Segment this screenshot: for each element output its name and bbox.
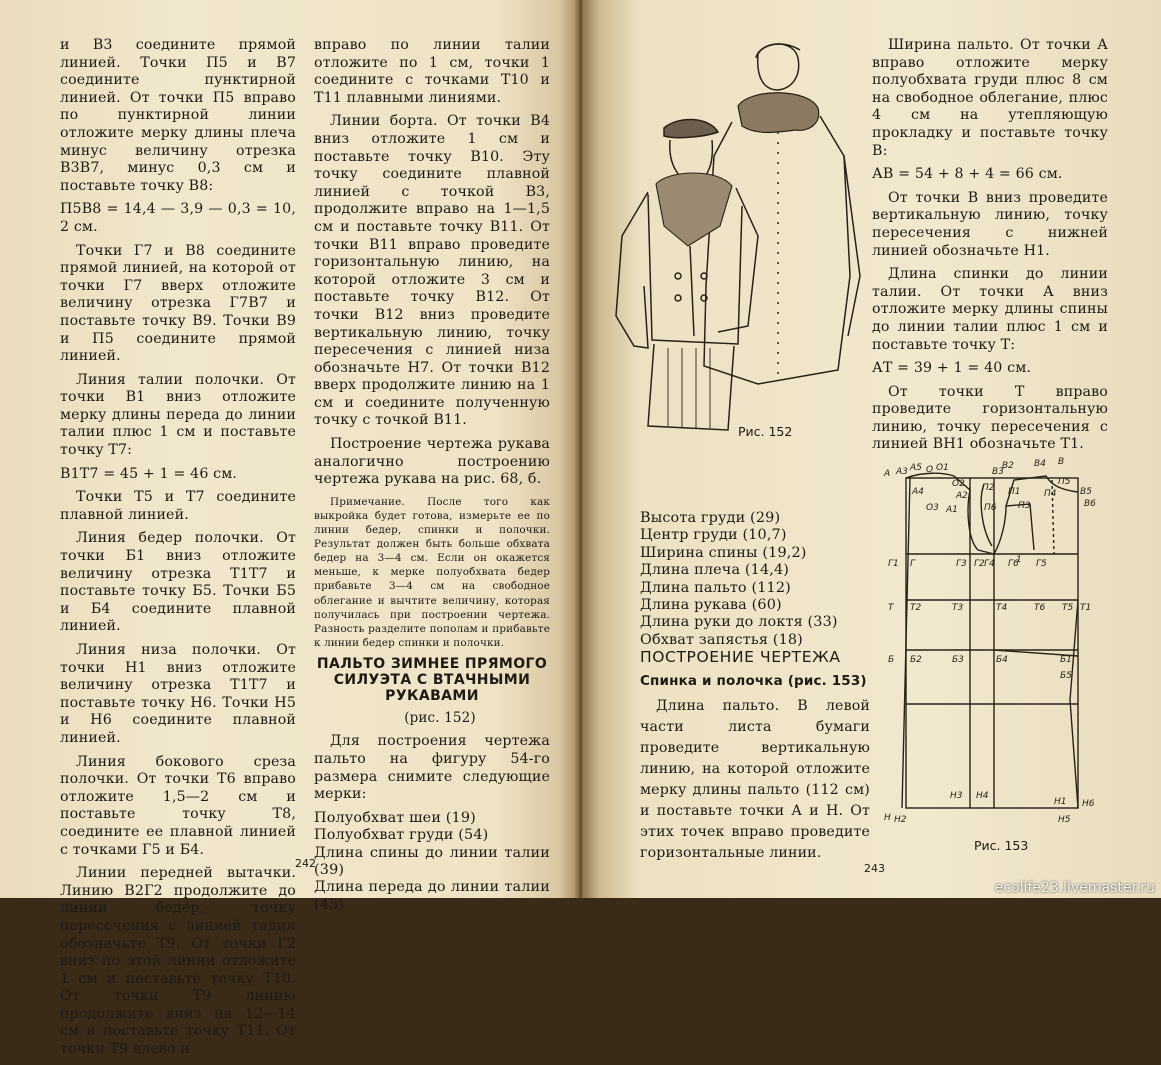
list-item: Ширина спины (19,2) xyxy=(640,544,807,561)
drawing-label: В xyxy=(1058,457,1065,467)
list-item: Высота груди (29) xyxy=(640,510,781,526)
drawing-label: Г1 xyxy=(888,559,899,569)
formula: В1Т7 = 45 + 1 = 46 см. xyxy=(60,465,238,482)
left-column-2 xyxy=(314,37,550,914)
drawing-label: Т3 xyxy=(952,603,964,613)
drawing-label: П4 xyxy=(1044,489,1057,499)
drawing-label: Н4 xyxy=(976,791,989,801)
drawing-label: Г3 xyxy=(956,559,967,569)
list-item: Полуобхват груди (54) xyxy=(314,827,489,844)
fashion-illustration xyxy=(608,36,870,436)
drawing-label: Т2 xyxy=(910,603,922,613)
drawing-label: А3 xyxy=(896,467,908,477)
formula: П5В8 = 14,4 — 3,9 — 0,3 = 10, 2 см. xyxy=(60,201,296,235)
figure-caption: Рис. 152 xyxy=(738,424,793,439)
drawing-label: В6 xyxy=(1084,499,1096,509)
drawing-label: Б xyxy=(888,655,895,665)
drawing-label: П3 xyxy=(1018,501,1031,511)
section-title: ПОСТРОЕНИЕ ЧЕРТЕЖА xyxy=(640,648,841,667)
section-heading: ПАЛЬТО ЗИМНЕЕ ПРЯМОГО СИЛУЭТА С ВТАЧНЫМИ РУКАВАМИ xyxy=(316,655,548,704)
drawing-label: П5 xyxy=(1058,477,1071,487)
left-column-1 xyxy=(60,37,296,1065)
paragraph: Линии передней вытачки. Линию В2Г2 продолжите до линии бедер, точку пересечения с линией талии обозначьте Т9. От точки Г2 вниз по этой линии отложите 1 см и поставьте точку Т10. От точки Т9 линию продолжите вниз на 12—14 см и поставьте точку Т11. От точки Т9 влево и xyxy=(60,865,296,1058)
paragraph: Построение чертежа рукава аналогично построению чертежа рукава на рис. 68, б. xyxy=(314,436,550,488)
drawing-label: А2 xyxy=(956,491,968,501)
paragraph: Линия талии полочки. От точки В1 вниз отложите мерку длины переда до линии талии плюс 1 см и поставьте точку Т7: xyxy=(60,371,296,459)
drawing-label: О xyxy=(926,465,934,475)
paragraph: От точки Т вправо проведите горизонтальную линию, точку пересечения с линией ВН1 обозначьте Т1. xyxy=(872,383,1108,453)
page-number: 242 xyxy=(295,857,316,870)
drawing-label: Н2 xyxy=(894,815,907,825)
paragraph: Ширина пальто. От точки А вправо отложите мерку полуобхвата груди плюс 8 см на свободное облегание, плюс 4 см на утепляющую прокладку и поставьте точку В: xyxy=(872,37,1108,159)
drawing-label: Т xyxy=(888,603,894,613)
drawing-label: П6 xyxy=(984,503,997,513)
drawing-label: О2 xyxy=(952,479,965,489)
drawing-label: П2 xyxy=(982,483,995,493)
paragraph: Линия низа полочки. От точки Н1 вниз отложите величину отрезка Т1Т7 и поставьте точку Н6. Точки Н5 и Н6 соедините плавной линией. xyxy=(60,642,296,746)
drawing-label: Н xyxy=(884,813,891,823)
watermark-text: ecolife23.livemaster.ru xyxy=(994,880,1155,896)
left-page xyxy=(0,0,582,1058)
drawing-label: Б5 xyxy=(1060,671,1072,681)
drawing-label: А xyxy=(884,469,891,479)
heading-figure-ref: (рис. 152) xyxy=(404,709,476,726)
drawing-label: Н1 xyxy=(1054,797,1067,807)
drawing-label: Т1 xyxy=(1080,603,1092,613)
paragraph: Для построения чертежа пальто на фигуру 54-го размера снимите следующие мерки: xyxy=(314,733,550,803)
drawing-label: Г6 xyxy=(1008,559,1019,569)
list-item: Длина спины до линии талии (39) xyxy=(314,844,550,879)
drawing-label: Б4 xyxy=(996,655,1008,665)
paragraph: вправо по линии талии отложите по 1 см, точки 1 соедините с точками Т10 и Т11 плавными линиями. xyxy=(314,37,550,106)
drawing-label: А4 xyxy=(912,487,924,497)
drawing-label: Т5 xyxy=(1062,603,1074,613)
figure-caption: Рис. 153 xyxy=(974,838,1029,853)
paragraph: Точки Т5 и Т7 соедините плавной линией. xyxy=(60,489,296,523)
drawing-label: Б3 xyxy=(952,655,964,665)
list-item: Обхват запястья (18) xyxy=(640,631,803,648)
paragraph: Линии борта. От точки В4 вниз отложите 1 см и поставьте точку В10. Эту точку соедините плавной линией с точкой В3, продолжите вправо на 1—1,5 см и поставьте точку В11. От точки В11 вправо проведите горизонтальную линию, на которой отложите 3 см и поставьте точку В12. От точки В12 вниз проведите вертикальную линию, точку пересечения с линией низа обозначьте Н7. От точки В12 вверх продолжите линию на 1 см и соедините полученную точку с точкой В11. xyxy=(314,113,550,429)
drawing-label: Н6 xyxy=(1082,799,1095,809)
drawing-label: Т6 xyxy=(1034,603,1046,613)
formula: АТ = 39 + 1 = 40 см. xyxy=(872,360,1032,377)
list-item: Полуобхват шеи (19) xyxy=(314,809,476,826)
drawing-label: Г4 xyxy=(984,559,995,569)
list-item: Длина руки до локтя (33) xyxy=(640,614,838,631)
drawing-label: В5 xyxy=(1080,487,1092,497)
formula: АВ = 54 + 8 + 4 = 66 см. xyxy=(872,166,1063,183)
list-item: Длина рукава (60) xyxy=(640,597,782,614)
drawing-label: В2 xyxy=(1002,461,1014,471)
measures-list xyxy=(640,510,870,649)
list-item: Длина переда до линии талии (45) xyxy=(314,879,550,913)
drawing-label: Г xyxy=(910,559,916,569)
list-item: Длина плеча (14,4) xyxy=(640,562,790,579)
subsection-title: Спинка и полочка (рис. 153) xyxy=(640,672,867,689)
paragraph: Длина пальто. В левой части листа бумаги проведите вертикальную линию, на которой отложите мерку длины пальто (112 см) и поставьте точки А и Н. От этих точек вправо проведите горизонтальные линии. xyxy=(640,698,870,862)
drawing-label: Б2 xyxy=(910,655,922,665)
drawing-label: П1 xyxy=(1008,487,1021,497)
paragraph: От точки В вниз проведите вертикальную линию, точку пересечения с нижней линией обозначьте Н1. xyxy=(872,189,1108,259)
drawing-label: В4 xyxy=(1034,459,1046,469)
paragraph: Линия бокового среза полочки. От точки Т6 вправо отложите 1,5—2 см и поставьте точку Т8, соедините ее плавной линией с точками Г5 и Б4. xyxy=(60,753,296,858)
list-item: Длина пальто (112) xyxy=(640,579,791,596)
drawing-label: Б1 xyxy=(1060,655,1072,665)
note-paragraph: Примечание. После того как выкройка будет готова, измерьте ее по линии бедер, спинки и полочки. Результат должен быть больше обхвата бедер на 3—4 см. Если он окажется меньше, к мерке полуобхвата бедер прибавьте 3—4 см на свободное облегание и вычтите величину, которая получилась при построении чертежа. Разность разделите пополам и прибавьте к линии бедер спинки и полочки. xyxy=(314,495,550,649)
drawing-label: А1 xyxy=(946,505,958,515)
right-column xyxy=(872,37,1108,460)
drawing-label: Г5 xyxy=(1036,559,1047,569)
drawing-label: О1 xyxy=(936,463,949,473)
page-number: 243 xyxy=(864,862,885,875)
pattern-drawing xyxy=(882,450,1122,830)
drawing-label: О3 xyxy=(926,503,939,513)
drawing-label: В3 xyxy=(992,467,1004,477)
drawing-label: Г2 xyxy=(974,559,985,569)
drawing-label: Т4 xyxy=(996,603,1008,613)
paragraph: Линия бедер полочки. От точки Б1 вниз отложите величину отрезка Т1Т7 и поставьте точку Б5. Точки Б5 и Б4 соедините плавной линией. xyxy=(60,530,296,635)
right-page xyxy=(582,0,1161,898)
paragraph: Точки Г7 и В8 соедините прямой линией, на которой от точки Г7 вверх отложите величину отрезка Г7В7 и поставьте точку В9. Точки В9 и П5 соедините прямой линией. xyxy=(60,242,296,365)
drawing-label: Н3 xyxy=(950,791,963,801)
drawing-label: 1 xyxy=(1016,555,1022,565)
drawing-label: А5 xyxy=(910,463,922,473)
paragraph: Длина спинки до линии талии. От точки А вниз отложите мерку длины спины до линии талии плюс 1 см и поставьте точку Т: xyxy=(872,266,1108,353)
measures-list xyxy=(314,810,550,914)
list-item: Центр груди (10,7) xyxy=(640,527,787,544)
paragraph: и В3 соедините прямой линией. Точки П5 и В7 соедините пунктирной линией. От точки П5 вправо по пунктирной линии отложите мерку длины плеча минус величину отрезка В3В7, минус 0,3 см и поставьте точку В8: xyxy=(60,37,296,194)
right-measures-column xyxy=(640,510,870,870)
drawing-label: Н5 xyxy=(1058,815,1071,825)
